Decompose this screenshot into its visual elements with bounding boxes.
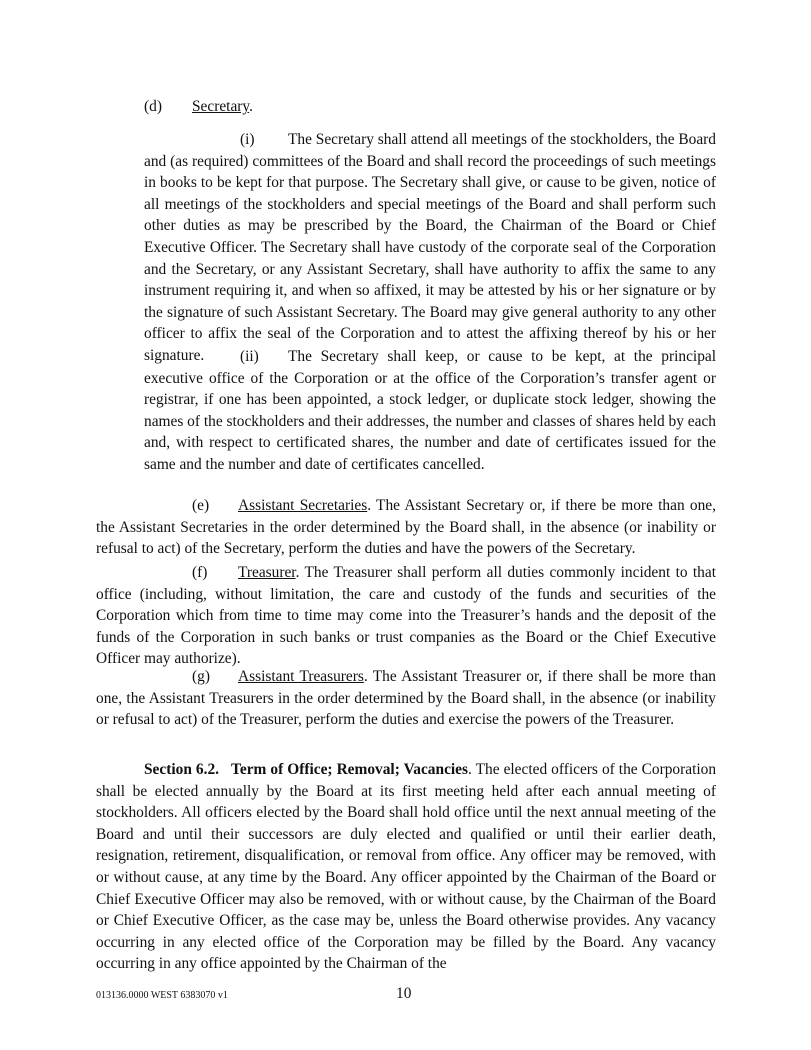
- item-title: Assistant Treasurers: [238, 668, 364, 685]
- paragraph-text: . The elected officers of the Corporation shall be elected annually by the Board at its first meeting held after each annual meeting of stockholders. All officers elected by the Board shall hold office until the next annual meeting of the Board and until their successors are duly elected and qualified or until their earlier death, resignation, retirement, disqualification, or removal from office. Any officer may be removed, with or without cause, at any time by the Board. Any officer appointed by the Chairman of the Board or Chief Executive Officer may also be removed, with or without cause, by the Chairman of the Board or Chief Executive Officer, as the case may be, unless the Board otherwise provides. Any vacancy occurring in any elected office of the Corporation may be filled by the Board. Any vacancy occurring in any office appointed by the Chairman of the: [96, 761, 717, 973]
- punct: .: [249, 98, 253, 115]
- paragraph-text: . The Treasurer shall perform all duties commonly incident to that office (including, without limitation, the care and custody of the funds and securities of the Corporation which from time to time may come into the Treasurer’s hands and the deposit of the funds of the Corporation in such banks or trust companies as the Board or the Chief Executive Officer may authorize).: [96, 564, 716, 668]
- paragraph-text: . The Assistant Treasurer or, if there shall be more than one, the Assistant Treasurers in the order determined by the Board shall, in the absence (or inability or refusal to act) of the Treasurer, perform the duties and exercise the powers of the Treasurer.: [96, 668, 717, 729]
- item-title: Treasurer: [238, 564, 296, 581]
- item-label: (e): [192, 497, 210, 514]
- paragraph-d-i: [144, 129, 716, 367]
- document-id: 013136.0000 WEST 6383070 v1: [96, 990, 228, 1001]
- item-label: (d): [144, 98, 162, 115]
- paragraph-g: [96, 666, 716, 731]
- item-label: (g): [192, 668, 210, 685]
- paragraph-text: The Secretary shall attend all meetings of the stockholders, the Board and (as required) committees of the Board and shall record the proceedings of such meetings in books to be kept for that purpose. The Secretary shall give, or cause to be given, notice of all meetings of the stockholders and special meetings of the Board and shall perform such other duties as may be prescribed by the Board, the Chairman of the Board or Chief Executive Officer. The Secretary shall have custody of the corporate seal of the Corporation and the Secretary, or any Assistant Secretary, shall have authority to affix the same to any instrument requiring it, and when so affixed, it may be attested by his or her signature or by the signature of such Assistant Secretary. The Board may give general authority to any other officer to affix the seal of the Corporation and to attest the affixing thereof by his or her signature.: [144, 131, 716, 364]
- item-label: (ii): [240, 348, 259, 365]
- paragraph-f: [96, 562, 716, 670]
- section-title: Term of Office; Removal; Vacancies: [231, 761, 468, 778]
- paragraph-d-ii: [144, 346, 716, 476]
- page-number: 10: [396, 985, 412, 1002]
- heading-d-secretary: [96, 96, 716, 118]
- section-6-2: [96, 759, 716, 975]
- item-title: Secretary: [192, 98, 250, 115]
- item-label: (f): [192, 564, 208, 581]
- paragraph-text: The Secretary shall keep, or cause to be kept, at the principal executive office of the Corporation or at the office of the Corporation’s transfer agent or registrar, if one has been appointed, a stock ledger, or duplicate stock ledger, showing the names of the stockholders and their addresses, the number and classes of shares held by each and, with respect to certificated shares, the number and date of certificates issued for the same and the number and date of certificates cancelled.: [144, 348, 716, 473]
- section-number: Section 6.2.: [144, 761, 220, 778]
- item-title: Assistant Secretaries: [238, 497, 368, 514]
- paragraph-text: . The Assistant Secretary or, if there be more than one, the Assistant Secretaries in the order determined by the Board shall, in the absence (or inability or refusal to act) of the Secretary, perform the duties and have the powers of the Secretary.: [96, 497, 716, 558]
- item-label: (i): [240, 131, 255, 148]
- paragraph-e: [96, 495, 716, 560]
